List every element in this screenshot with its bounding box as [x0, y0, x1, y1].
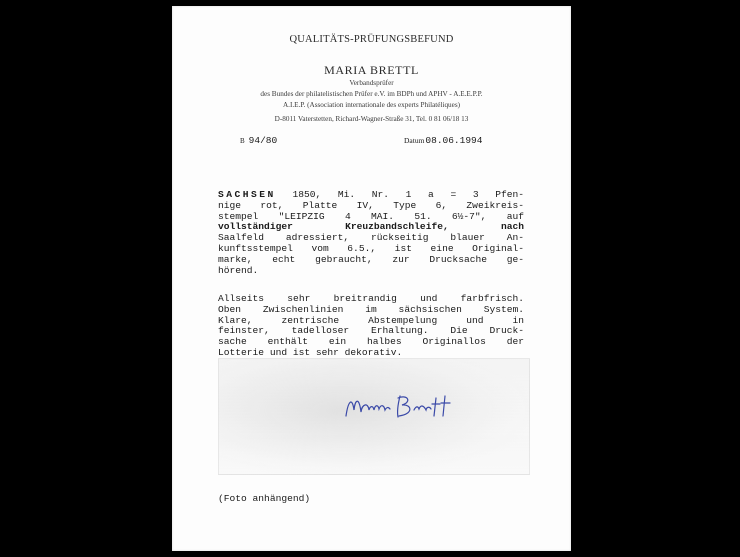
- address-line: D-8011 Vaterstetten, Richard-Wagner-Straße 31, Tel. 0 81 06/18 13: [274, 115, 469, 123]
- paragraph-line: kunftsstempel vom 6.5., ist eine Original-: [218, 242, 524, 254]
- description-paragraph: [218, 190, 524, 276]
- paragraph-line: stempel "LEIPZIG 4 MAI. 51. 6½-7", auf: [218, 210, 524, 222]
- association-line-2: A.I.E.P. (Association internationale des experts Philatéliques): [282, 101, 461, 109]
- reference-number: [240, 135, 277, 146]
- paragraph-line: SACHSEN 1850, Mi. Nr. 1 a = 3 Pfen-: [218, 189, 524, 200]
- paragraph-line: feinster, tadelloser Erhaltung. Die Druck-: [218, 325, 524, 337]
- paragraph-line: Lotterie und ist sehr dekorativ.: [218, 346, 403, 358]
- certificate-date: [404, 135, 482, 146]
- certificate-page: [172, 6, 571, 551]
- country-lead: SACHSEN: [218, 189, 276, 200]
- association-line: des Bundes der philatelistischen Prüfer e.V. im BDPh und APHV - A.E.E.P.P.: [260, 90, 483, 98]
- paragraph-line: hörend.: [218, 264, 259, 276]
- paragraph-line: sache enthält ein halbes Originallos der: [218, 336, 524, 348]
- paragraph-line: Saalfeld adressiert, rückseitig blauer An-: [218, 232, 524, 244]
- paragraph-line: vollständiger Kreuzbandschleife, nach: [218, 221, 524, 233]
- date-label: Datum: [404, 136, 425, 145]
- certificate-title: QUALITÄTS-PRÜFUNGSBEFUND: [289, 34, 454, 45]
- paragraph-line: marke, echt gebraucht, zur Drucksache ge-: [218, 253, 524, 265]
- expert-name: MARIA BRETTL: [324, 63, 419, 77]
- paragraph-line: nige rot, Platte IV, Type 6, Zweikreis-: [218, 199, 524, 211]
- reference-prefix: B: [240, 137, 245, 145]
- paragraph-line: Allseits sehr breitrandig und farbfrisch.: [218, 293, 524, 304]
- paragraph-line: Klare, zentrische Abstempelung und in: [218, 314, 524, 326]
- date-value: 08.06.1994: [425, 135, 483, 146]
- photo-note: (Foto anhängend): [218, 493, 311, 504]
- handwritten-signature: [342, 388, 472, 424]
- condition-paragraph: [218, 294, 524, 359]
- bold-word: vollständiger: [218, 221, 293, 233]
- expert-role: Verbandsprüfer: [349, 79, 394, 87]
- paragraph-line: Oben Zwischenlinien im sächsischen System.: [218, 303, 524, 315]
- reference-value: 94/80: [248, 135, 278, 146]
